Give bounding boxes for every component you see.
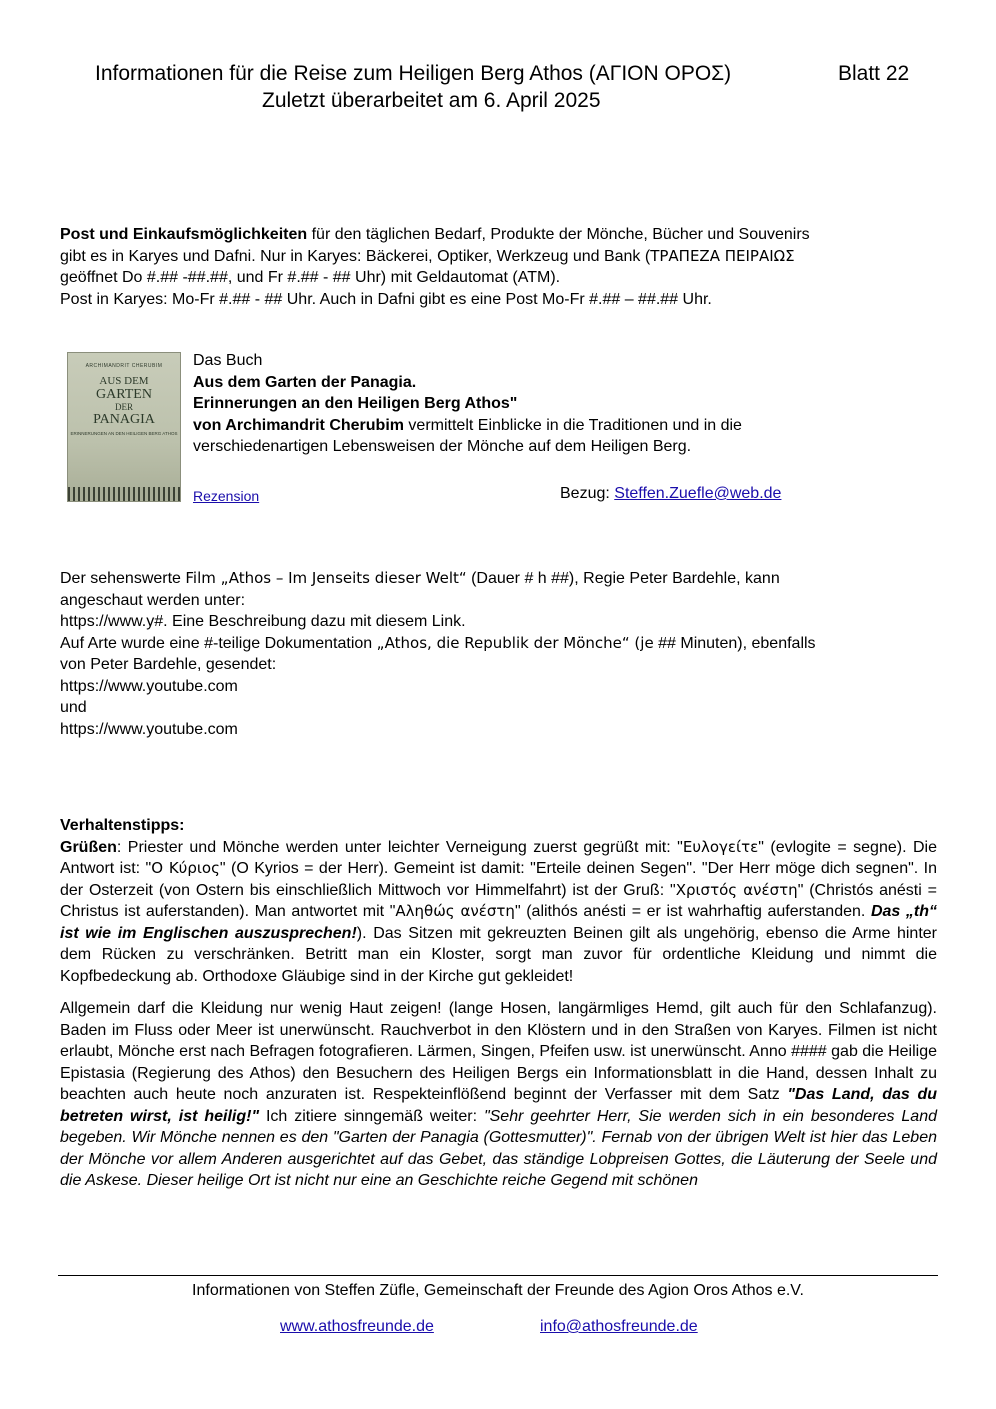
- footer-email-link[interactable]: info@athosfreunde.de: [540, 1318, 698, 1335]
- tips-section: [60, 815, 937, 1192]
- greeting-text: " (Christós anésti = Christus ist auferstanden). Man antwortet mit ": [60, 881, 937, 920]
- book-title-text: Aus dem Garten der Panagia.: [193, 373, 417, 391]
- film-title: Film „Athos – Im Jenseits dieser Welt“: [185, 569, 467, 587]
- film-line-3: https://www.y#. Eine Beschreibung dazu mit diesem Link.: [60, 613, 466, 630]
- post-hours: Post in Karyes: Mo-Fr #.## - ## Uhr. Auch in Dafni gibt es eine Post Mo-Fr #.## – ##.## Uhr.: [60, 290, 712, 308]
- book-subtitle: [193, 393, 938, 415]
- book-title: [193, 372, 938, 394]
- youtube-url-1: https://www.youtube.com: [60, 677, 238, 695]
- book-desc: vermittelt Einblicke in die Traditionen und in die: [403, 416, 742, 434]
- book-desc-line: verschiedenartigen Lebensweisen der Mönche auf dem Heiligen Berg.: [193, 438, 692, 455]
- greeting-paragraph: [60, 837, 937, 988]
- film-text: Der sehenswerte: [60, 570, 186, 587]
- book-cover-author: ARCHIMANDRIT CHERUBIM: [85, 363, 163, 369]
- book-cover-title-line: PANAGIA: [93, 412, 155, 427]
- film-line-1: [60, 568, 938, 590]
- greeting-text: ). Das Sitzen mit gekreuzten Beinen gilt als ungehörig, ebenso die Arme hinter dem Rücken zu verschränken. Betritt man ein Kloster, sorgt man zuvor für ordentliche Kleidung und nimmt die Kopfbedeckung ab. Orthodoxe Gläubige sind in der Kirche gut gekleidet!: [60, 924, 938, 985]
- greeting-label: Grüßen: [60, 838, 117, 856]
- order-line: [560, 483, 781, 505]
- post-text: für den täglichen Bedarf, Produkte der Mönche, Bücher und Souvenirs: [307, 226, 810, 243]
- arte-text: ## Minuten), ebenfalls: [653, 634, 816, 652]
- arte-line: [60, 633, 938, 655]
- tips-heading: [60, 815, 937, 837]
- post-text: gibt es in Karyes und Dafni. Nur in Karyes: Bäckerei, Optiker, Werkzeug und Bank (: [60, 247, 651, 265]
- order-label: Bezug:: [560, 485, 615, 502]
- review-link[interactable]: Rezension: [193, 488, 260, 504]
- film-section: [60, 568, 938, 740]
- greek-o-kyrios: Ο Κύριος: [151, 859, 220, 877]
- revision-date: Zuletzt überarbeitet am 6. April 2025: [262, 89, 601, 112]
- arte-line-2: von Peter Bardehle, gesendet:: [60, 656, 277, 673]
- youtube-url-2: https://www.youtube.com: [60, 720, 238, 738]
- book-subtitle-text: Erinnerungen an den Heiligen Berg Athos": [193, 395, 518, 412]
- book-cover-title: [68, 375, 180, 427]
- book-cover-title-line: DER: [115, 402, 133, 412]
- film-line-2: angeschaut werden unter:: [60, 591, 246, 609]
- footer-divider: [58, 1275, 938, 1276]
- bank-name-greek: ΤΡΑΠΕΖΑ ΠΕΙΡΑΙΩΣ: [650, 246, 795, 265]
- book-author-line: [193, 415, 938, 437]
- document-title: Informationen für die Reise zum Heiligen Berg Athos (ΑΓΙΟΝ ΟΡΟΣ): [95, 62, 732, 85]
- th-pronunciation-note: Das „th“ ist wie im Englischen auszusprechen!: [60, 903, 937, 942]
- tips-heading-text: Verhaltenstipps:: [60, 817, 185, 834]
- greeting-text: " (O Kyrios = der Herr). Gemeint ist damit: "Erteile deinen Segen". "Der Herr möge dich segnen". In der Osterzeit (von Ostern bis einschließlich Mittwoch vor Himmelfahrt) ist der Gruß: ": [60, 860, 938, 899]
- conduct-text: Ich zitiere sinngemäß weiter:: [259, 1107, 484, 1125]
- greek-christos-anesti: Χριστός ανέστη: [675, 880, 798, 899]
- book-cover-image: [67, 352, 181, 502]
- book-cover-subtitle: ERINNERUNGEN AN DEN HEILIGEN BERG ATHOS: [70, 431, 178, 436]
- conduct-text: Allgemein darf die Kleidung nur wenig Haut zeigen! (lange Hosen, langärmliges Hemd, gilt auch für den Schlafanzug). Baden im Fluss oder Meer ist unerwünscht. Rauchverbot in den Klöstern und in den Straßen von Karyes. Filmen ist nicht erlaubt, Mönche erst nach Befragen fotografieren. Lärmen, Singen, Pfeifen usw. ist unerwünscht. Anno #### gab die Heilige Epistasia (Regierung des Athos) den Besuchern des Heiligen Bergs ein Informationsblatt in die Hand, dessen Inhalt zu beachten auch heute noch anzuraten ist. Respekteinflößend beginnt der Verfasser mit dem Satz: [60, 1000, 937, 1103]
- post-section: [60, 224, 938, 310]
- post-line-2: [60, 246, 938, 268]
- book-author: von Archimandrit Cherubim: [193, 416, 404, 434]
- sheet-number: Blatt 22: [838, 62, 910, 85]
- and-word: und: [60, 699, 87, 716]
- website-link[interactable]: www.athosfreunde.de: [280, 1318, 434, 1335]
- holy-land-quote: "Das Land, das du betreten wirst, ist heilig!": [60, 1086, 937, 1125]
- bank-hours: geöffnet Do #.## -##.##, und Fr #.## - ## Uhr) mit Geldautomat (ATM).: [60, 269, 561, 286]
- greeting-text: " (evlogite = segne). Die Antwort ist: ": [60, 838, 938, 877]
- book-cover-title-line: AUS DEM: [99, 375, 149, 387]
- post-line-1: [60, 224, 938, 246]
- book-cover-band: [68, 487, 180, 501]
- arte-doc-title: „Athos, die Republik der Mönche“ (je: [376, 633, 654, 652]
- greeting-text: " (alithós anésti = er ist wahrhaftig auferstanden.: [514, 903, 871, 920]
- greek-alithos-anesti: Αληθώς ανέστη: [395, 902, 515, 920]
- book-intro: Das Buch: [193, 352, 263, 369]
- order-email-link[interactable]: Steffen.Zuefle@web.de: [614, 485, 782, 502]
- footer-info: Informationen von Steffen Züfle, Gemeinschaft der Freunde des Agion Oros Athos e.V.: [192, 1282, 804, 1299]
- film-text: (Dauer # h ##), Regie Peter Bardehle, kann: [466, 570, 780, 587]
- greek-evlogite: Ευλογείτε: [682, 837, 759, 856]
- arte-text: Auf Arte wurde eine #-teilige Dokumentation: [60, 634, 377, 652]
- book-cover-title-line: GARTEN: [96, 387, 152, 402]
- post-heading: Post und Einkaufsmöglichkeiten: [60, 226, 308, 243]
- epistasia-quote: "Sehr geehrter Herr, Sie werden sich in ein besonderes Land begeben. Wir Mönche nennen es den "Garten der Panagia (Gottesmutter)". Fernab von der übrigen Welt ist hier das Leben der Mönche vor allem Anderen ausgerichtet auf das Gebet, das ständige Lobpreisen Gottes, die Läuterung der Seele und die Askese. Dieser heilige Ort ist nicht nur eine an Geschichte reiche Gegend mit schönen: [60, 1107, 938, 1189]
- book-info: [193, 350, 938, 458]
- greeting-text: : Priester und Mönche werden unter leichter Verneigung zuerst gegrüßt mit: ": [116, 838, 683, 856]
- conduct-paragraph: [60, 998, 937, 1192]
